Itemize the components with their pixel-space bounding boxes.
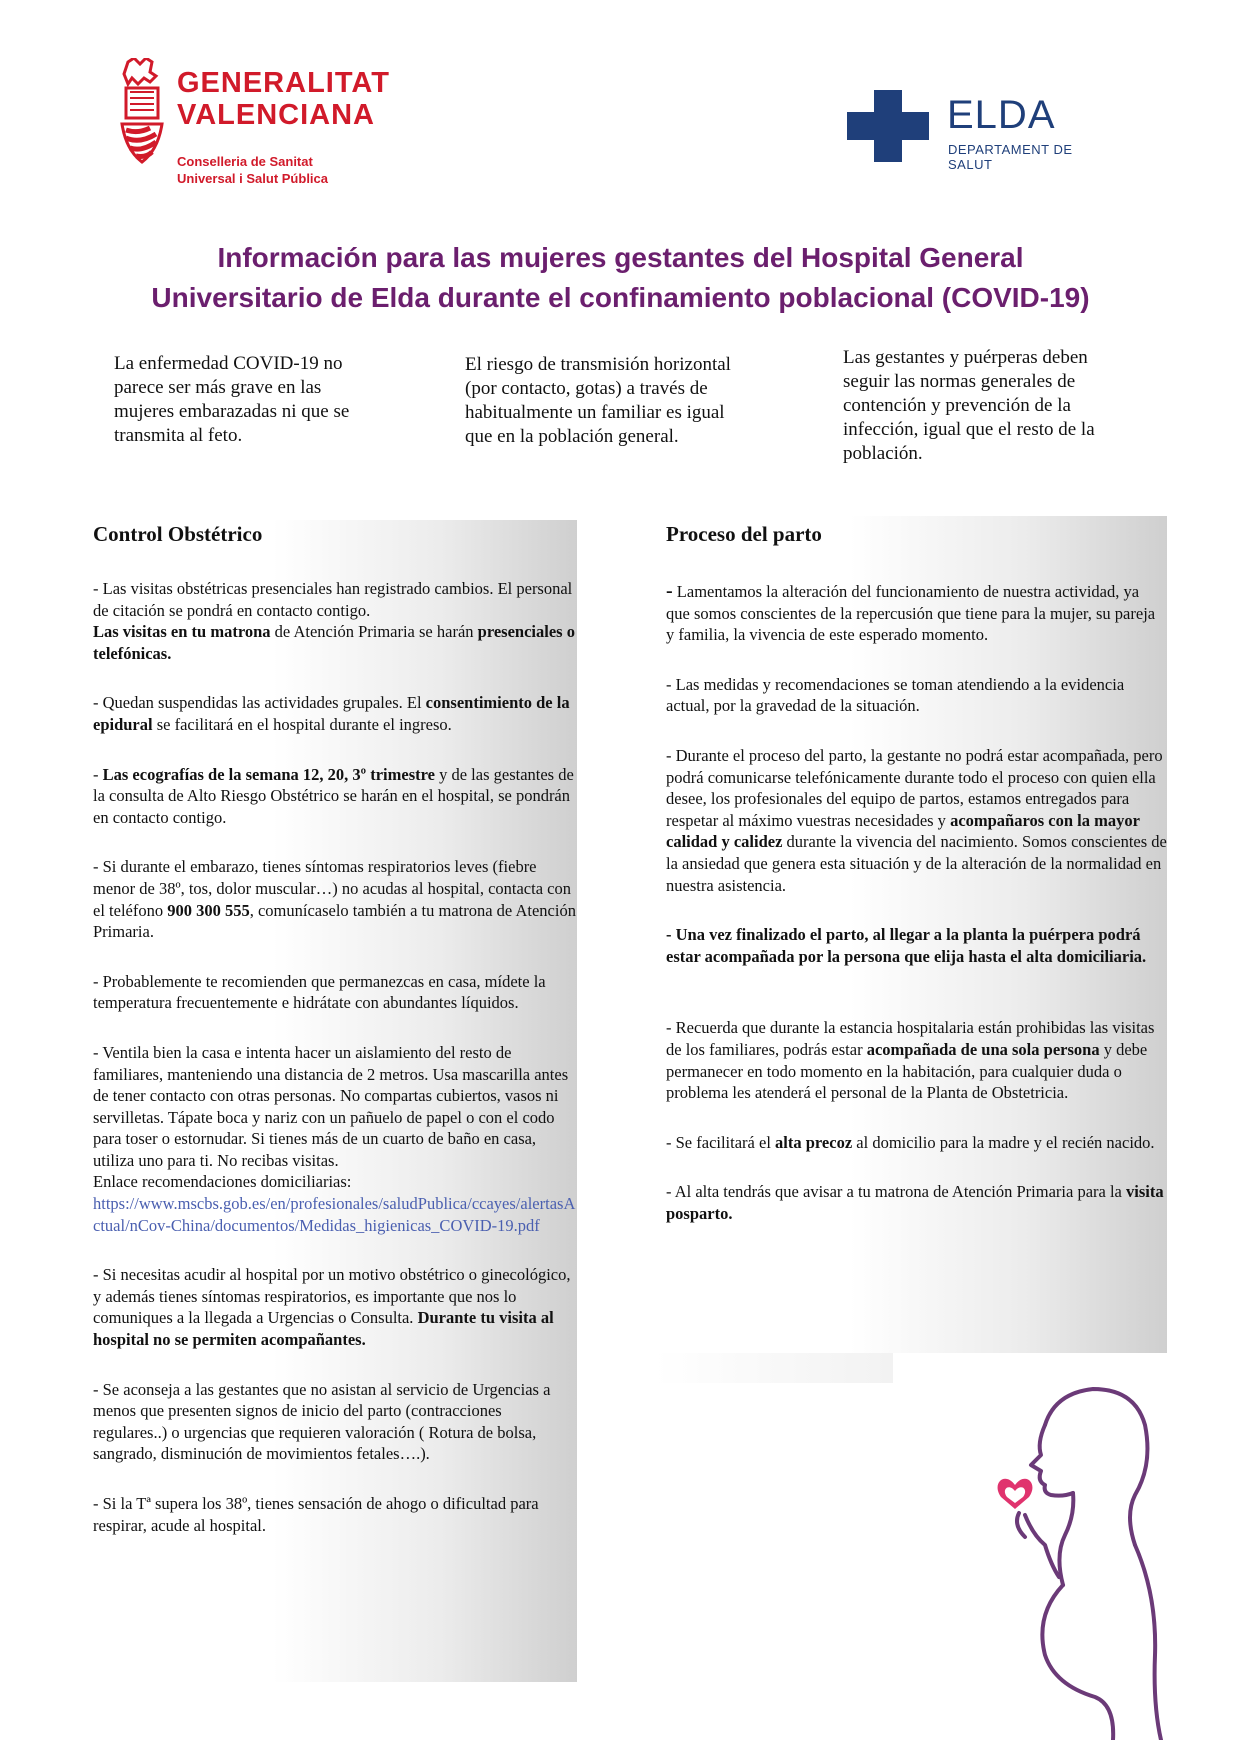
generalitat-line1: GENERALITAT [177,67,390,99]
generalitat-sub1: Conselleria de Sanitat [177,154,313,169]
paragraph: - Se facilitará el alta precoz al domicilio para la madre y el recién nacido. [666,1132,1155,1152]
pregnant-woman-heart-icon [985,1385,1165,1740]
paragraph: - Quedan suspendidas las actividades grupales. El consentimiento de la epidural se facilitará en el hospital durante el ingreso. [93,693,570,734]
paragraph: - Al alta tendrás que avisar a tu matrona de Atención Primaria para la visita posparto. [666,1182,1164,1223]
generalitat-line2: VALENCIANA [177,99,375,131]
paragraph: - Las visitas obstétricas presenciales han registrado cambios. El personal de citación se pondrá en contacto contigo. Las visitas en tu matrona de Atención Primaria se harán presenciales o telefónicas. [93,579,575,663]
intro-box-2: El riesgo de transmisión horizontal (por contacto, gotas) a través de habitualmente un familiar es igual que en la población general. [465,354,731,447]
generalitat-shield-icon [120,58,164,168]
elda-name: ELDA [947,93,1056,137]
elda-department: DEPARTAMENT DE SALUT [948,142,1073,172]
section-heading: Proceso del parto [666,522,822,546]
paragraph: - Las medidas y recomendaciones se toman atendiendo a la evidencia actual, por la gravedad de la situación. [666,674,1125,716]
proceso-parto-section [655,516,1167,1353]
control-obstetrico-section [86,520,577,1682]
column-shade [655,1353,893,1383]
paragraph: - Si necesitas acudir al hospital por un motivo obstétrico o ginecológico, y además tienes síntomas respiratorios, es importante que nos lo comuniques a la llegada a Urgencias o Consulta. Durante tu visita al hospital no se permiten acompañantes. [93,1265,571,1350]
paragraph: - Probablemente te recomienden que permanezcas en casa, mídete la temperatura frecuentemente e hidrátate con abundantes líquidos. [93,971,546,1013]
title-line1: Información para las mujeres gestantes del Hospital General [217,242,1024,273]
recommendations-link[interactable]: https://www.mscbs.gob.es/en/profesionales/saludPublica/ccayes/alertasActual/nCov-China/documentos/Medidas_higienicas_COVID-19.pdf [93,1194,576,1235]
intro-box-1: La enfermedad COVID-19 no parece ser más grave en las mujeres embarazadas ni que se transmita al feto. [114,353,350,446]
paragraph: - Lamentamos la alteración del funcionamiento de nuestra actividad, ya que somos conscientes de la repercusión que tiene para la mujer, su pareja y familia, la vivencia de este esperado momento. [666,580,1156,645]
paragraph: - Durante el proceso del parto, la gestante no podrá estar acompañada, pero podrá comunicarse telefónicamente durante todo el proceso con quien ella desee, los profesionales del equipo de partos, estamos entregados para respetar al máximo vuestras necesidades y acompañaros con la mayor calidad y calidez durante la vivencia del nacimiento. Somos conscientes de la ansiedad que genera esta situación y de la alteración de la normalidad en nuestra asistencia. [666,745,1167,895]
paragraph: - Recuerda que durante la estancia hospitalaria están prohibidas las visitas de los familiares, podrás estar acompañada de una sola persona y debe permanecer en todo momento en la habitación, para cualquier duda o problema les atenderá el personal de la Planta de Obstetricia. [666,1018,1155,1103]
intro-box-3: Las gestantes y puérperas deben seguir las normas generales de contención y prevención de la infección, igual que el resto de la población. [843,347,1095,464]
page-title [60,238,1181,318]
section-heading: Control Obstétrico [93,522,263,546]
paragraph: - Ventila bien la casa e intenta hacer un aislamiento del resto de familiares, manteniendo una distancia de 2 metros. Usa mascarilla antes de tener contacto con otras personas. No compartas cubiertos, vasos ni servilletas. Tápate boca y nariz con un pañuelo de papel o con el codo para toser o estornudar. Si tienes más de un cuarto de baño en casa, utiliza uno para ti. No recibas visitas. Enlace recomendaciones domiciliarias: https://www.mscbs.gob.es/en/profesionales/saludPublica/ccayes/alertasActual/nCov-China/documentos/Medidas_higienicas_COVID-19.pdf [93,1042,576,1235]
paragraph: - Las ecografías de la semana 12, 20, 3º trimestre y de las gestantes de la consulta de Alto Riesgo Obstétrico se harán en el hospital, se pondrán en contacto contigo. [93,764,574,827]
paragraph: - Se aconseja a las gestantes que no asistan al servicio de Urgencias a menos que presenten signos de inicio del parto (contracciones regulares..) o urgencias que requieren valoración ( Rotura de bolsa, sangrado, disminución de movimientos fetales….). [93,1379,551,1464]
paragraph: - Una vez finalizado el parto, al llegar a la planta la puérpera podrá estar acompañada por la persona que elija hasta el alta domiciliaria. [666,925,1147,966]
generalitat-logo [120,58,390,194]
paragraph: - Si la Tª supera los 38º, tienes sensación de ahogo o dificultad para respirar, acude al hospital. [93,1494,539,1535]
title-line2: Universitario de Elda durante el confinamiento poblacional (COVID-19) [151,282,1090,313]
generalitat-sub2: Universal i Salut Pública [177,171,328,186]
elda-logo [847,90,1107,172]
medical-cross-icon [847,90,929,162]
paragraph: - Si durante el embarazo, tienes síntomas respiratorios leves (fiebre menor de 38º, tos, dolor muscular…) no acudas al hospital, contacta con el teléfono 900 300 555, comunícaselo también a tu matrona de Atención Primaria. [93,857,576,942]
